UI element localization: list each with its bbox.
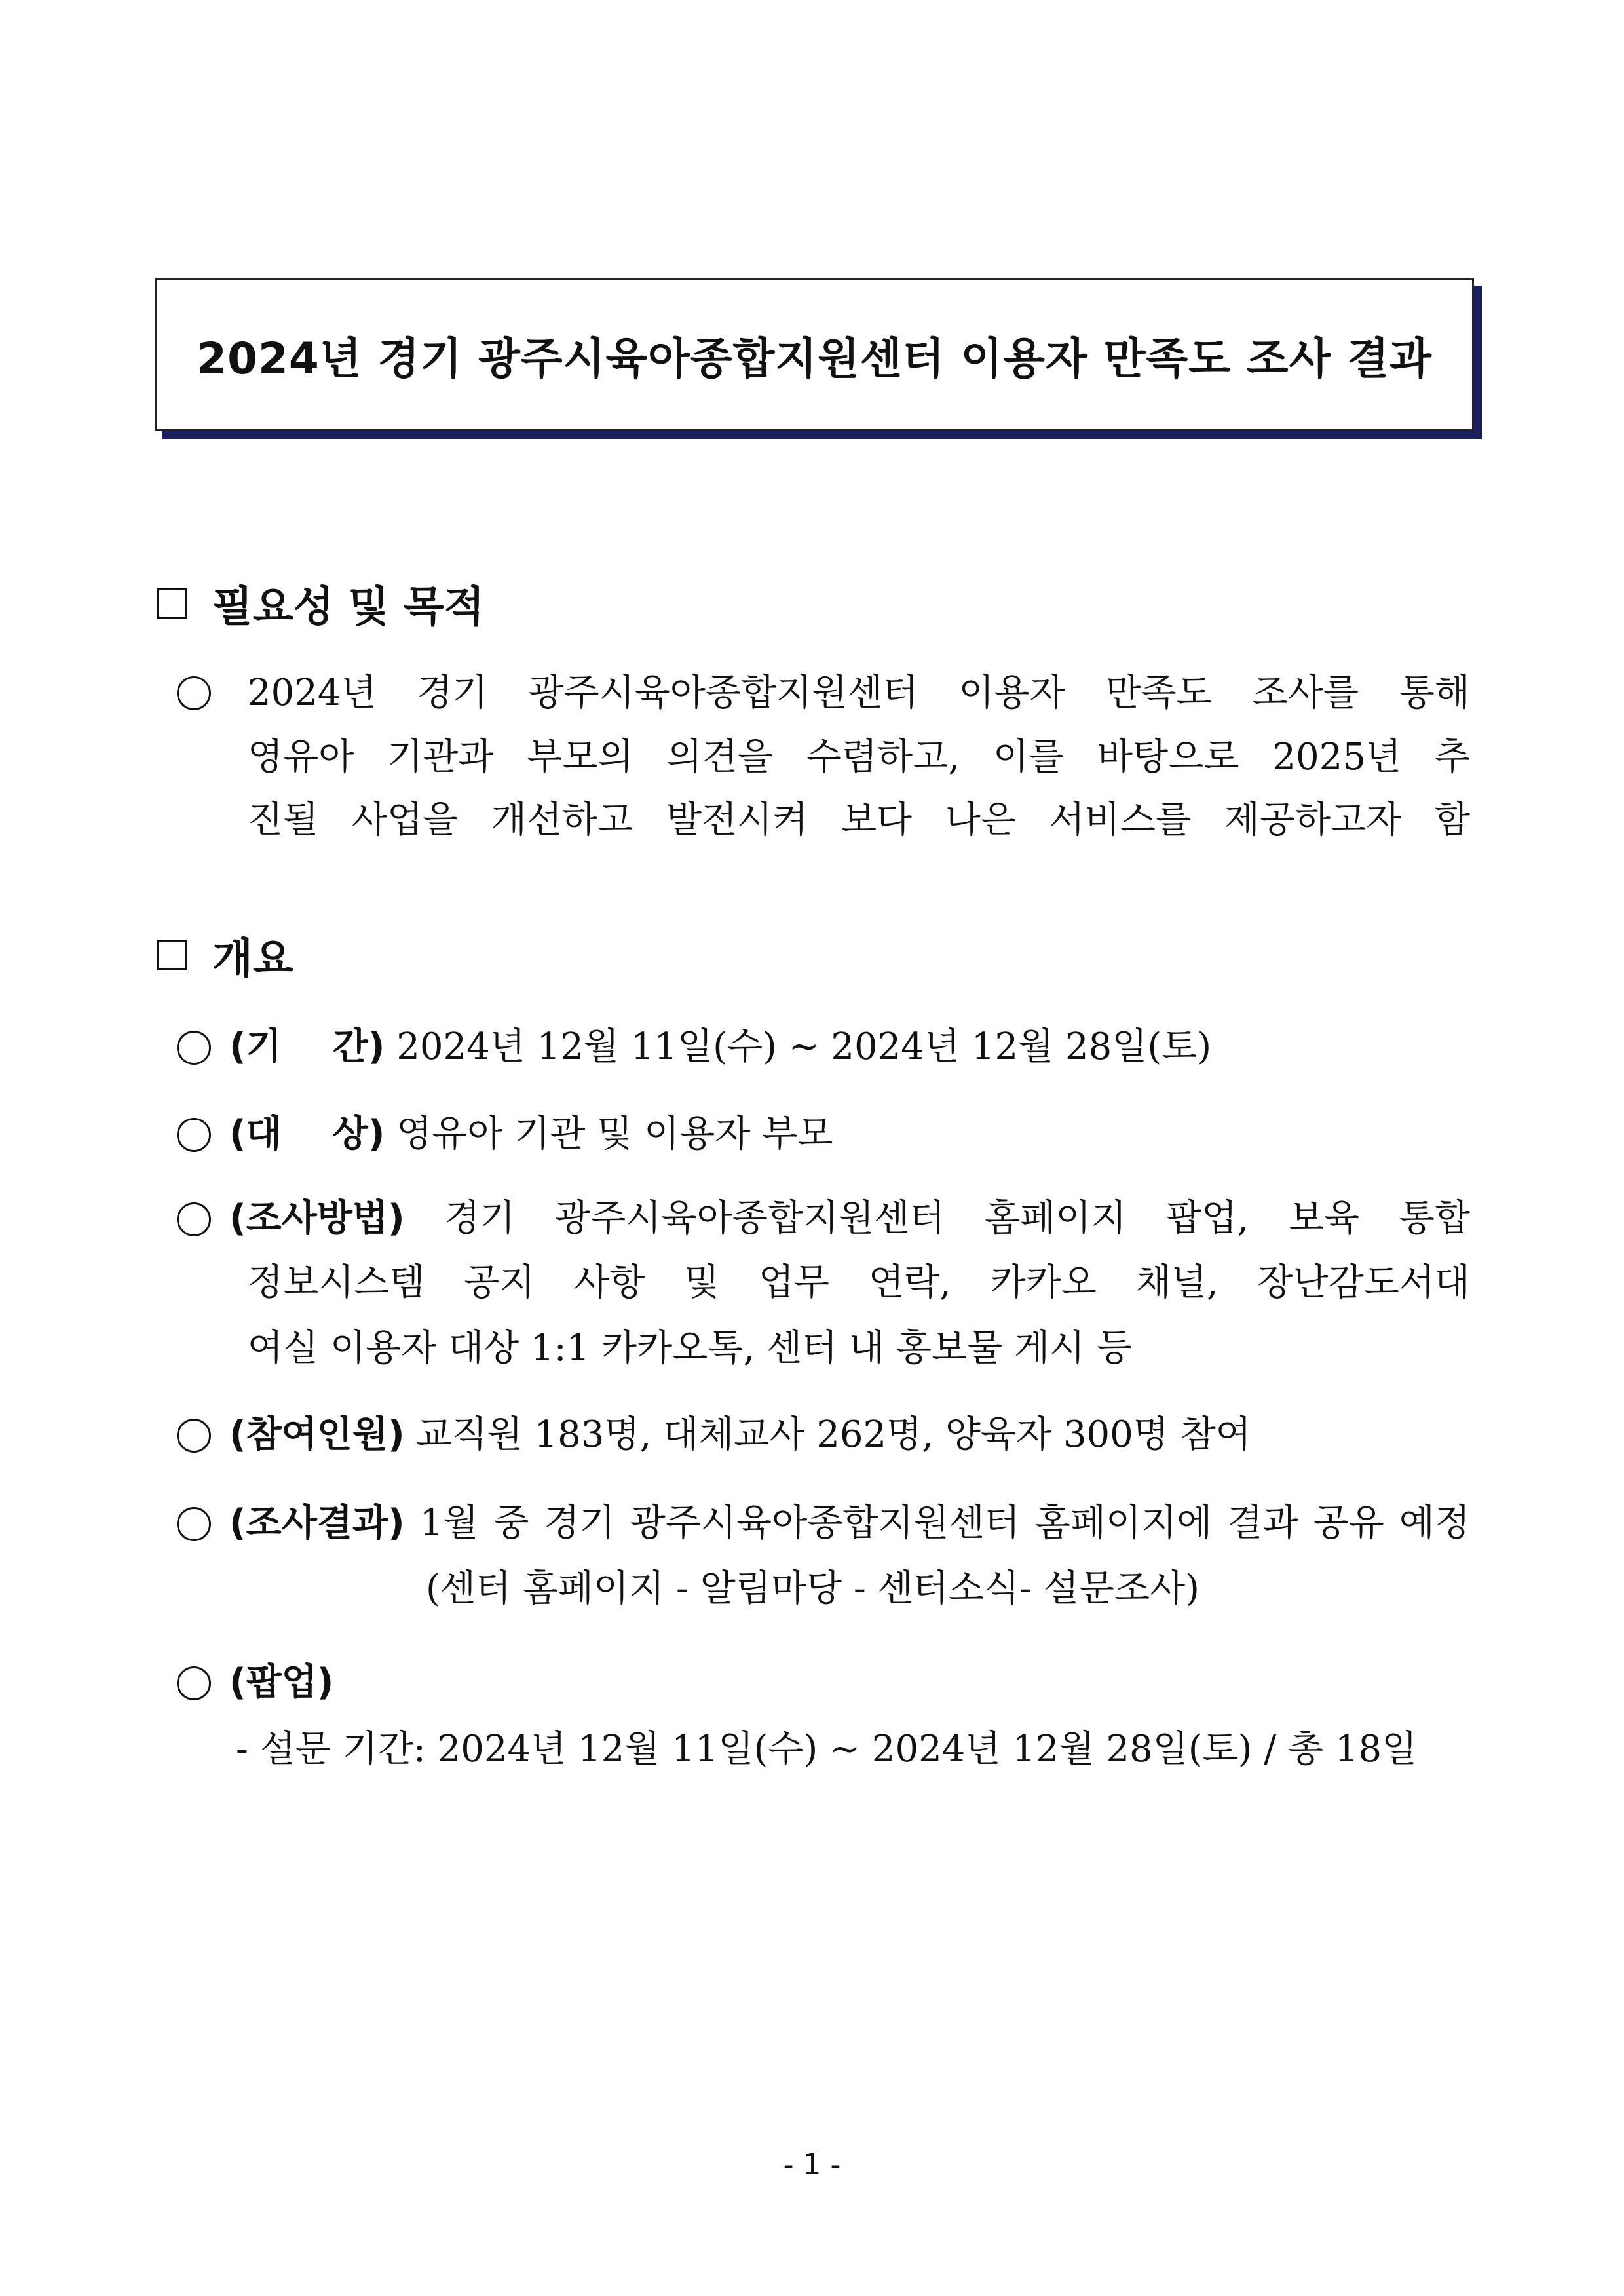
circle-bullet-icon <box>177 1118 211 1152</box>
circle-bullet-icon <box>177 1202 211 1236</box>
circle-bullet-icon <box>177 1419 211 1453</box>
overview-target <box>229 1113 833 1155</box>
purpose-line-2: 영유아 기관과 부모의 의견을 수렴하고, 이를 바탕으로 2025년 추 <box>248 736 1470 778</box>
participants-label: (참여인원) <box>229 1413 405 1456</box>
overview-method-line-2: 정보시스템 공지 사항 및 업무 연락, 카카오 채널, 장난감도서대 <box>248 1261 1470 1304</box>
section-heading-label: 필요성 및 목적 <box>212 583 485 632</box>
purpose-line-3: 진될 사업을 개선하고 발전시켜 보다 나은 서비스를 제공하고자 함 <box>248 799 1470 841</box>
overview-method-line-1 <box>229 1197 1470 1240</box>
page-number: - 1 - <box>783 2148 841 2181</box>
target-label: (대 상) <box>229 1113 385 1155</box>
overview-results-line-1 <box>229 1502 1470 1544</box>
purpose-line-1: 2024년 경기 광주시육아종합지원센터 이용자 만족도 조사를 통해 <box>248 672 1470 714</box>
circle-bullet-icon <box>177 676 211 710</box>
method-value-1: 경기 광주시육아종합지원센터 홈페이지 팝업, 보육 통합 <box>444 1197 1470 1240</box>
title-box <box>155 278 1474 431</box>
overview-popup-detail: - 설문 기간: 2024년 12월 11일(수) ~ 2024년 12월 28일(토) / 총 18일 <box>236 1728 1418 1770</box>
participants-value: 교직원 183명, 대체교사 262명, 양육자 300명 참여 <box>416 1413 1251 1456</box>
circle-bullet-icon <box>177 1031 211 1065</box>
overview-method-line-3: 여실 이용자 대상 1:1 카카오톡, 센터 내 홍보물 게시 등 <box>248 1327 1133 1369</box>
period-label: (기 간) <box>229 1025 385 1068</box>
section-heading-overview <box>157 925 293 985</box>
section-heading-purpose <box>157 573 485 634</box>
overview-participants <box>229 1413 1251 1456</box>
overview-results-line-2: (센터 홈페이지 - 알림마당 - 센터소식- 설문조사) <box>426 1567 1199 1610</box>
square-bullet-icon <box>157 940 187 970</box>
section-heading-label: 개요 <box>212 935 293 984</box>
results-label: (조사결과) <box>229 1502 405 1544</box>
document-title: 2024년 경기 광주시육아종합지원센터 이용자 만족도 조사 결과 <box>197 333 1432 384</box>
popup-label: (팝업) <box>229 1661 334 1704</box>
circle-bullet-icon <box>177 1507 211 1541</box>
target-value: 영유아 기관 및 이용자 부모 <box>396 1113 833 1155</box>
square-bullet-icon <box>157 588 187 619</box>
period-value: 2024년 12월 11일(수) ~ 2024년 12월 28일(토) <box>396 1025 1212 1068</box>
overview-popup <box>229 1661 334 1704</box>
circle-bullet-icon <box>177 1666 211 1700</box>
overview-period <box>229 1025 1212 1068</box>
results-value-1: 1월 중 경기 광주시육아종합지원센터 홈페이지에 결과 공유 예정 <box>419 1502 1470 1544</box>
method-label: (조사방법) <box>229 1197 405 1240</box>
